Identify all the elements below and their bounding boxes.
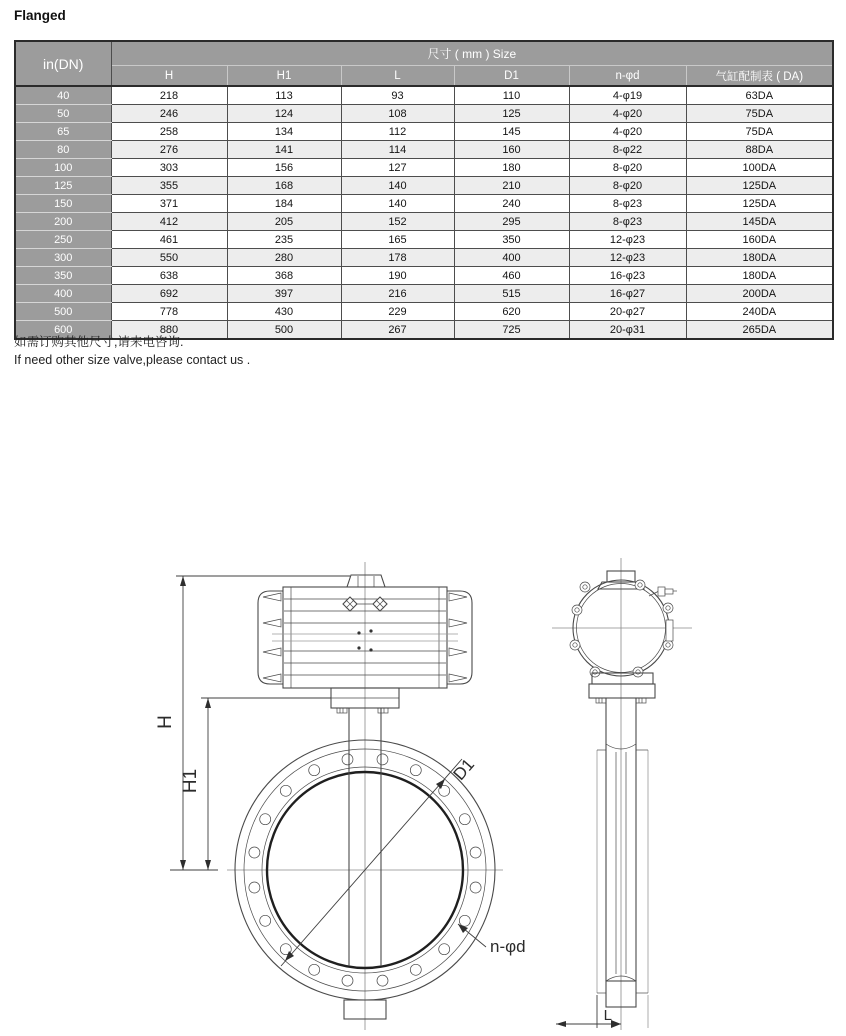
bracket-bolt-hatch — [340, 708, 343, 713]
port-dot — [369, 648, 372, 651]
table-cell: 178 — [341, 249, 454, 267]
cap-screw — [449, 593, 467, 601]
row-dn-cell: 300 — [15, 249, 111, 267]
table-cell: 430 — [227, 303, 341, 321]
row-dn-cell: 100 — [15, 159, 111, 177]
row-dn-cell: 600 — [15, 321, 111, 340]
side-bracket-lower — [589, 684, 655, 698]
table-cell: 180 — [454, 159, 569, 177]
rim-bolt-center — [666, 643, 670, 647]
fitting-stem — [649, 591, 659, 596]
side-port-boss — [666, 620, 673, 641]
table-cell: 125DA — [686, 195, 833, 213]
bolt-hole — [470, 882, 481, 893]
table-cell: 200DA — [686, 285, 833, 303]
header-row-columns — [15, 66, 833, 87]
bolt-hole — [249, 882, 260, 893]
rim-bolt-center — [583, 585, 587, 589]
bolt-hole — [377, 754, 388, 765]
bracket-bolt — [378, 708, 388, 713]
table-cell: 168 — [227, 177, 341, 195]
arrowhead — [556, 1021, 566, 1027]
table-cell: 8-φ23 — [569, 195, 686, 213]
dim-label-h1: H1 — [180, 768, 201, 794]
row-dn-cell: 250 — [15, 231, 111, 249]
table-cell: 12-φ23 — [569, 231, 686, 249]
table-row — [15, 159, 833, 177]
cap-screw — [449, 648, 467, 656]
table-cell: 240 — [454, 195, 569, 213]
table-cell: 127 — [341, 159, 454, 177]
bolt-hole — [342, 975, 353, 986]
col-header-nphid: n-φd — [569, 66, 686, 87]
table-cell: 113 — [227, 86, 341, 105]
table-cell: 4-φ20 — [569, 105, 686, 123]
bolt-hole — [309, 964, 320, 975]
bolt-hole — [280, 785, 291, 796]
row-dn-cell: 80 — [15, 141, 111, 159]
bolt-hole — [260, 915, 271, 926]
table-cell: 295 — [454, 213, 569, 231]
cap-screw — [263, 619, 281, 627]
cap-screw — [449, 619, 467, 627]
table-cell: 550 — [111, 249, 227, 267]
table-cell: 500 — [227, 321, 341, 340]
front-view — [227, 562, 503, 1030]
table-cell: 16-φ27 — [569, 285, 686, 303]
table-cell: 8-φ22 — [569, 141, 686, 159]
table-cell: 75DA — [686, 105, 833, 123]
table-cell: 88DA — [686, 141, 833, 159]
bolt-hole — [439, 944, 450, 955]
port-dot — [357, 646, 360, 649]
table-cell: 184 — [227, 195, 341, 213]
table-cell: 258 — [111, 123, 227, 141]
note-zh: 如需订购其他尺寸,请来电咨询. — [14, 335, 184, 349]
table-row — [15, 267, 833, 285]
bracket-bolt — [596, 698, 606, 703]
table-cell: 210 — [454, 177, 569, 195]
table-cell: 229 — [341, 303, 454, 321]
table-cell: 276 — [111, 141, 227, 159]
port-dot — [357, 631, 360, 634]
table-body — [15, 86, 833, 339]
dim-label-l: L — [603, 1007, 612, 1024]
table-cell: 141 — [227, 141, 341, 159]
table-cell: 16-φ23 — [569, 267, 686, 285]
table-cell: 160 — [454, 141, 569, 159]
bolt-hole — [377, 975, 388, 986]
actuator-top-knob — [347, 575, 385, 587]
table-cell: 108 — [341, 105, 454, 123]
table-cell: 125DA — [686, 177, 833, 195]
row-dn-cell: 50 — [15, 105, 111, 123]
bolt-hole — [410, 765, 421, 776]
row-dn-cell: 150 — [15, 195, 111, 213]
table-cell: 246 — [111, 105, 227, 123]
table-cell: 880 — [111, 321, 227, 340]
table-cell: 12-φ23 — [569, 249, 686, 267]
table-cell: 371 — [111, 195, 227, 213]
bolt-hole — [470, 847, 481, 858]
table-row — [15, 213, 833, 231]
bolt-hole — [459, 915, 470, 926]
bracket-bolt-hatch — [599, 698, 602, 703]
table-cell: 265DA — [686, 321, 833, 340]
bolt-hole — [309, 765, 320, 776]
table-cell: 124 — [227, 105, 341, 123]
dim-label-h: H — [155, 715, 176, 729]
table-cell: 725 — [454, 321, 569, 340]
cap-screw — [263, 674, 281, 682]
end-cap-bolts — [570, 580, 673, 677]
arrowhead — [205, 860, 211, 870]
table-row — [15, 303, 833, 321]
bolt-hole — [260, 814, 271, 825]
table-row — [15, 86, 833, 105]
header-row-size — [15, 41, 833, 66]
table-cell: 778 — [111, 303, 227, 321]
table-cell: 412 — [111, 213, 227, 231]
table-cell: 692 — [111, 285, 227, 303]
table-cell: 240DA — [686, 303, 833, 321]
actuator-left-cap — [258, 591, 283, 684]
row-dn-cell: 350 — [15, 267, 111, 285]
rim-bolt-center — [573, 643, 577, 647]
table-cell: 8-φ20 — [569, 159, 686, 177]
side-bracket-upper — [592, 673, 653, 684]
table-cell: 20-φ27 — [569, 303, 686, 321]
cap-screw — [449, 674, 467, 682]
row-dn-cell: 125 — [15, 177, 111, 195]
table-cell: 460 — [454, 267, 569, 285]
table-row — [15, 249, 833, 267]
table-cell: 190 — [341, 267, 454, 285]
col-header-dn: in(DN) — [15, 41, 111, 86]
bolt-hole — [249, 847, 260, 858]
table-cell: 110 — [454, 86, 569, 105]
arrowhead — [611, 1020, 621, 1028]
air-fitting — [658, 587, 665, 596]
table-cell: 180DA — [686, 267, 833, 285]
table-cell: 397 — [227, 285, 341, 303]
table-cell: 350 — [454, 231, 569, 249]
dim-label-d1: D1 — [449, 754, 479, 784]
size-header: 尺寸 ( mm ) Size — [111, 41, 833, 66]
dimension-table — [14, 40, 834, 340]
table-row — [15, 105, 833, 123]
table-cell: 160DA — [686, 231, 833, 249]
table-cell: 8-φ20 — [569, 177, 686, 195]
arrowhead — [180, 860, 186, 870]
table-row — [15, 177, 833, 195]
table-cell: 355 — [111, 177, 227, 195]
table-cell: 152 — [341, 213, 454, 231]
port-dot — [369, 629, 372, 632]
cap-screw — [263, 593, 281, 601]
arrowhead — [458, 924, 468, 933]
bracket-bolt — [337, 708, 347, 713]
col-header-h1: H1 — [227, 66, 341, 87]
dimensions — [155, 576, 526, 966]
technical-drawing — [0, 545, 846, 1036]
bolt-hole — [410, 964, 421, 975]
table-cell: 125 — [454, 105, 569, 123]
table-cell: 218 — [111, 86, 227, 105]
table-cell: 8-φ23 — [569, 213, 686, 231]
col-header-l: L — [341, 66, 454, 87]
dim-label-nphid: n-φd — [490, 937, 526, 956]
table-row — [15, 195, 833, 213]
col-header-cylinder: 气缸配制表 ( DA) — [686, 66, 833, 87]
bolt-hole — [342, 754, 353, 765]
side-view — [552, 558, 692, 1030]
bracket-bolt — [636, 698, 646, 703]
table-row — [15, 123, 833, 141]
arrowhead — [205, 698, 211, 708]
table-row — [15, 141, 833, 159]
table-cell: 140 — [341, 177, 454, 195]
table-cell: 63DA — [686, 86, 833, 105]
bracket-bolt-hatch — [639, 698, 642, 703]
row-dn-cell: 400 — [15, 285, 111, 303]
table-cell: 145 — [454, 123, 569, 141]
table-cell: 75DA — [686, 123, 833, 141]
table-cell: 20-φ31 — [569, 321, 686, 340]
row-dn-cell: 500 — [15, 303, 111, 321]
table-cell: 638 — [111, 267, 227, 285]
table-row — [15, 231, 833, 249]
table-cell: 205 — [227, 213, 341, 231]
table-cell: 134 — [227, 123, 341, 141]
table-cell: 620 — [454, 303, 569, 321]
arrowhead — [180, 576, 186, 586]
table-cell: 280 — [227, 249, 341, 267]
table-cell: 100DA — [686, 159, 833, 177]
col-header-h: H — [111, 66, 227, 87]
row-dn-cell: 200 — [15, 213, 111, 231]
note-en: If need other size valve,please contact us . — [14, 352, 251, 367]
page-title: Flanged — [14, 8, 66, 23]
table-cell: 267 — [341, 321, 454, 340]
rim-bolt-center — [666, 606, 670, 610]
table-cell: 114 — [341, 141, 454, 159]
rim-bolt-center — [638, 583, 642, 587]
table-cell: 4-φ20 — [569, 123, 686, 141]
table-cell: 303 — [111, 159, 227, 177]
table-cell: 235 — [227, 231, 341, 249]
footnotes — [14, 334, 250, 369]
cap-screw — [263, 648, 281, 656]
rim-bolt-center — [575, 608, 579, 612]
table-row — [15, 285, 833, 303]
table-cell: 180DA — [686, 249, 833, 267]
table-cell: 93 — [341, 86, 454, 105]
table-cell: 368 — [227, 267, 341, 285]
actuator-right-cap — [447, 591, 472, 684]
table-cell: 112 — [341, 123, 454, 141]
bolt-hole — [459, 814, 470, 825]
table-cell: 165 — [341, 231, 454, 249]
row-dn-cell: 40 — [15, 86, 111, 105]
table-cell: 216 — [341, 285, 454, 303]
table-cell: 4-φ19 — [569, 86, 686, 105]
table-cell: 145DA — [686, 213, 833, 231]
row-dn-cell: 65 — [15, 123, 111, 141]
table-cell: 156 — [227, 159, 341, 177]
table-cell: 515 — [454, 285, 569, 303]
col-header-d1: D1 — [454, 66, 569, 87]
table-cell: 140 — [341, 195, 454, 213]
air-fitting-nut — [665, 589, 673, 594]
table-cell: 461 — [111, 231, 227, 249]
table-cell: 400 — [454, 249, 569, 267]
